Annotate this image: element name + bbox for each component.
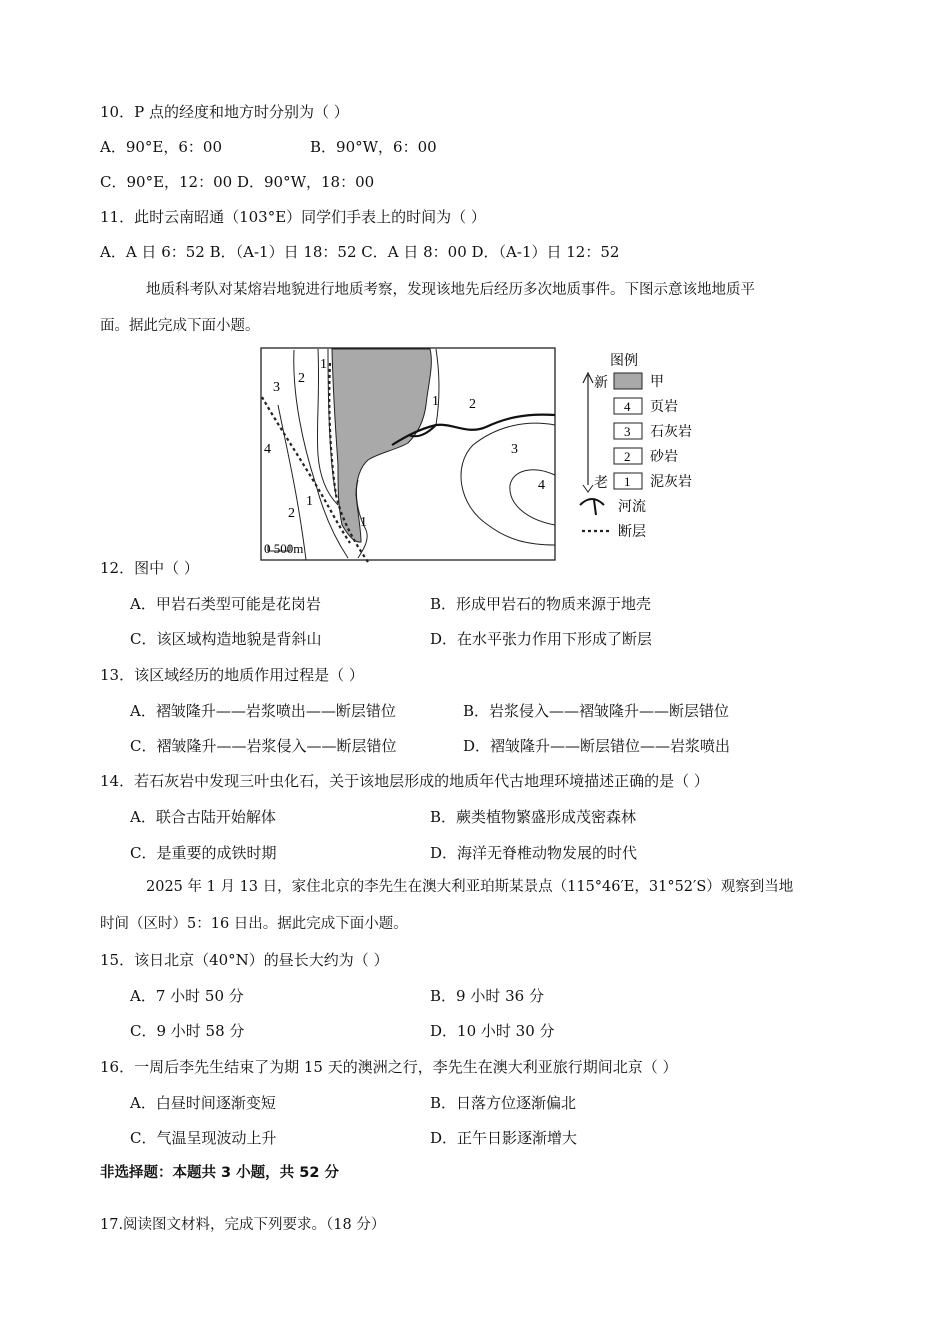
q15-option-d: D．10 小时 30 分 bbox=[430, 1022, 555, 1040]
legend-fault: 断层 bbox=[618, 525, 646, 540]
q12-stem: 12．图中（ ） bbox=[100, 559, 199, 577]
jia-intrusion bbox=[332, 349, 431, 542]
q14-option-c: C．是重要的成铁时期 bbox=[130, 844, 277, 862]
q12-option-a: A．甲岩石类型可能是花岗岩 bbox=[130, 595, 321, 613]
legend-new: 新 bbox=[594, 376, 608, 391]
legend-old: 老 bbox=[594, 476, 608, 491]
q14-option-b: B．蕨类植物繁盛形成茂密森林 bbox=[430, 808, 637, 826]
q15-option-a: A．7 小时 50 分 bbox=[130, 987, 244, 1005]
map-label: 1 bbox=[432, 394, 439, 409]
legend-jia: 甲 bbox=[650, 375, 664, 390]
q15-option-c: C．9 小时 58 分 bbox=[130, 1022, 245, 1040]
q13-option-d: D．褶皱隆升——断层错位——岩浆喷出 bbox=[463, 737, 731, 755]
legend-name: 石灰岩 bbox=[650, 425, 692, 440]
map-label: 2 bbox=[288, 506, 295, 521]
q10-option-a: A．90°E，6：00 bbox=[100, 138, 222, 156]
river-legend-icon bbox=[580, 499, 604, 505]
legend-name: 泥灰岩 bbox=[650, 475, 692, 490]
legend-num: 2 bbox=[624, 449, 631, 464]
q16-option-d: D．正午日影逐渐增大 bbox=[430, 1129, 578, 1147]
map-label: 1 bbox=[360, 515, 367, 530]
q13-option-a: A．褶皱隆升——岩浆喷出——断层错位 bbox=[130, 702, 396, 720]
q13-stem: 13．该区域经历的地质作用过程是（ ） bbox=[100, 666, 364, 684]
map-label: 1 bbox=[320, 357, 327, 372]
section-heading: 非选择题：本题共 3 小题，共 52 分 bbox=[100, 1165, 339, 1181]
q11-stem: 11．此时云南昭通（103°E）同学们手表上的时间为（ ） bbox=[100, 208, 486, 226]
q13-option-b: B．岩浆侵入——褶皱隆升——断层错位 bbox=[463, 702, 730, 720]
map-label: 3 bbox=[511, 442, 518, 457]
material1-line1: 地质科考队对某熔岩地貌进行地质考察，发现该地先后经历多次地质事件。下图示意该地地质平 bbox=[146, 282, 755, 298]
q13-option-c: C．褶皱隆升——岩浆侵入——断层错位 bbox=[130, 737, 397, 755]
legend-swatch-jia bbox=[614, 373, 642, 389]
q12-option-b: B．形成甲岩石的物质来源于地壳 bbox=[430, 595, 652, 613]
map-label: 1 bbox=[306, 494, 313, 509]
q14-option-a: A．联合古陆开始解体 bbox=[130, 808, 276, 826]
scale-label: 0 500m bbox=[264, 541, 304, 556]
legend-num: 4 bbox=[624, 399, 631, 414]
legend-name: 页岩 bbox=[650, 400, 678, 415]
legend-num: 1 bbox=[624, 474, 631, 489]
map-label: 3 bbox=[273, 380, 280, 395]
map-label: 2 bbox=[469, 397, 476, 412]
material1-line2: 面。据此完成下面小题。 bbox=[100, 318, 260, 334]
legend-title: 图例 bbox=[610, 354, 638, 369]
q10-option-cd: C．90°E，12：00 D．90°W，18：00 bbox=[100, 173, 375, 191]
material2-line1: 2025 年 1 月 13 日，家住北京的李先生在澳大利亚珀斯某景点（115°46′E，31°52′S）观察到当地 bbox=[146, 879, 794, 895]
q16-option-a: A．白昼时间逐渐变短 bbox=[130, 1094, 276, 1112]
legend-num: 3 bbox=[624, 424, 631, 439]
q14-option-d: D．海洋无脊椎动物发展的时代 bbox=[430, 844, 638, 862]
legend-name: 砂岩 bbox=[650, 450, 678, 465]
map-label: 4 bbox=[538, 478, 545, 493]
map-label: 4 bbox=[264, 442, 271, 457]
q14-stem: 14．若石灰岩中发现三叶虫化石，关于该地层形成的地质年代古地理环境描述正确的是（ ） bbox=[100, 772, 709, 790]
q10-stem: 10．P 点的经度和地方时分别为（ ） bbox=[100, 103, 349, 121]
material2-line2: 时间（区时）5：16 日出。据此完成下面小题。 bbox=[100, 916, 408, 932]
q16-stem: 16．一周后李先生结束了为期 15 天的澳洲之行，李先生在澳大利亚旅行期间北京（ ） bbox=[100, 1058, 678, 1076]
q17-stem: 17.阅读图文材料，完成下列要求。（18 分） bbox=[100, 1217, 386, 1233]
q12-option-c: C．该区域构造地貌是背斜山 bbox=[130, 630, 322, 648]
legend-river: 河流 bbox=[618, 500, 646, 515]
geologic-map bbox=[258, 345, 718, 565]
q16-option-b: B．日落方位逐渐偏北 bbox=[430, 1094, 577, 1112]
q10-option-b: B．90°W，6：00 bbox=[310, 138, 437, 156]
q11-options: A．A 日 6：52 B．（A-1）日 18：52 C．A 日 8：00 D．（A-1）日 12：52 bbox=[100, 243, 620, 261]
q15-stem: 15．该日北京（40°N）的昼长大约为（ ） bbox=[100, 951, 389, 969]
q12-option-d: D．在水平张力作用下形成了断层 bbox=[430, 630, 653, 648]
q15-option-b: B．9 小时 36 分 bbox=[430, 987, 544, 1005]
map-label: 2 bbox=[298, 371, 305, 386]
q16-option-c: C．气温呈现波动上升 bbox=[130, 1129, 277, 1147]
river-legend-branch bbox=[594, 500, 596, 515]
age-tail-icon bbox=[583, 485, 593, 492]
